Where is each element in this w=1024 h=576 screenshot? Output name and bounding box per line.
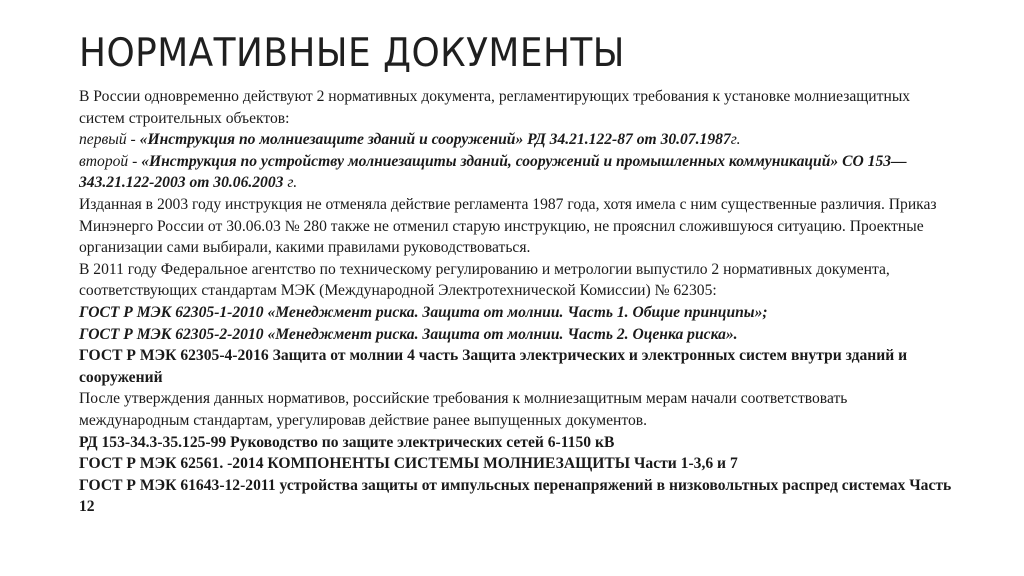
paragraph-2003: Изданная в 2003 году инструкция не отменяла действие регламента 1987 года, хотя имела с ним существенные различия. Приказ Минэнерго России от 30.06.03 № 280 также не отменил старую инструкцию, не прояснил сложившуюся ситуацию. Проектные организации сами выбирали, какими правилами руководствоваться.	[79, 195, 937, 257]
slide-body	[79, 86, 959, 518]
doc-first-name: «Инструкция по молниезащите зданий и сооружений» РД 34.21.122-87 от 30.07.1987	[139, 131, 731, 149]
gost-62305-1: ГОСТ Р МЭК 62305-1-2010 «Менеджмент риска. Защита от молнии. Часть 1. Общие принципы»;	[79, 303, 768, 321]
gost-62305-2: ГОСТ Р МЭК 62305-2-2010 «Менеджмент риска. Защита от молнии. Часть 2. Оценка риска».	[79, 325, 738, 343]
gost-62305-4: ГОСТ Р МЭК 62305-4-2016 Защита от молнии 4 часть Защита электрических и электронных систем внутри зданий и сооружений	[79, 347, 908, 386]
doc-first	[79, 129, 959, 151]
doc-first-prefix: первый -	[79, 131, 140, 149]
gost-61643: ГОСТ Р МЭК 61643-12-2011 устройства защиты от импульсных перенапряжений в низковольтных распред системах Часть 12	[79, 476, 952, 516]
rd-153: РД 153-34.3-35.125-99 Руководство по защите электрических сетей 6-1150 кВ	[79, 433, 615, 451]
intro-paragraph: В России одновременно действуют 2 нормативных документа, регламентирующих требования к установке молниезащитных систем строительных объектов:	[79, 88, 911, 127]
doc-second	[79, 151, 959, 194]
doc-second-suffix: г.	[283, 174, 298, 192]
doc-second-prefix: второй -	[79, 152, 142, 170]
slide-title: НОРМАТИВНЫЕ ДОКУМЕНТЫ	[79, 31, 625, 76]
paragraph-2011: В 2011 году Федеральное агентство по техническому регулированию и метрологии выпустило 2 нормативных документа, соответствующих стандартам МЭК (Международной Электротехнической Комиссии) № 62305:	[79, 260, 890, 300]
gost-62561: ГОСТ Р МЭК 62561. -2014 КОМПОНЕНТЫ СИСТЕМЫ МОЛНИЕЗАЩИТЫ Части 1-3,6 и 7	[79, 455, 738, 473]
doc-first-suffix: г.	[730, 131, 741, 149]
doc-second-name: «Инструкция по устройству молниезащиты зданий, сооружений и промышленных коммуникаций» СО 153—343.21.122-2003 от 30.06.2003	[79, 152, 907, 192]
paragraph-after: После утверждения данных нормативов, российские требования к молниезащитным мерам начали соответствовать международным стандартам, урегулировав действие ранее выпущенных документов.	[79, 390, 848, 429]
